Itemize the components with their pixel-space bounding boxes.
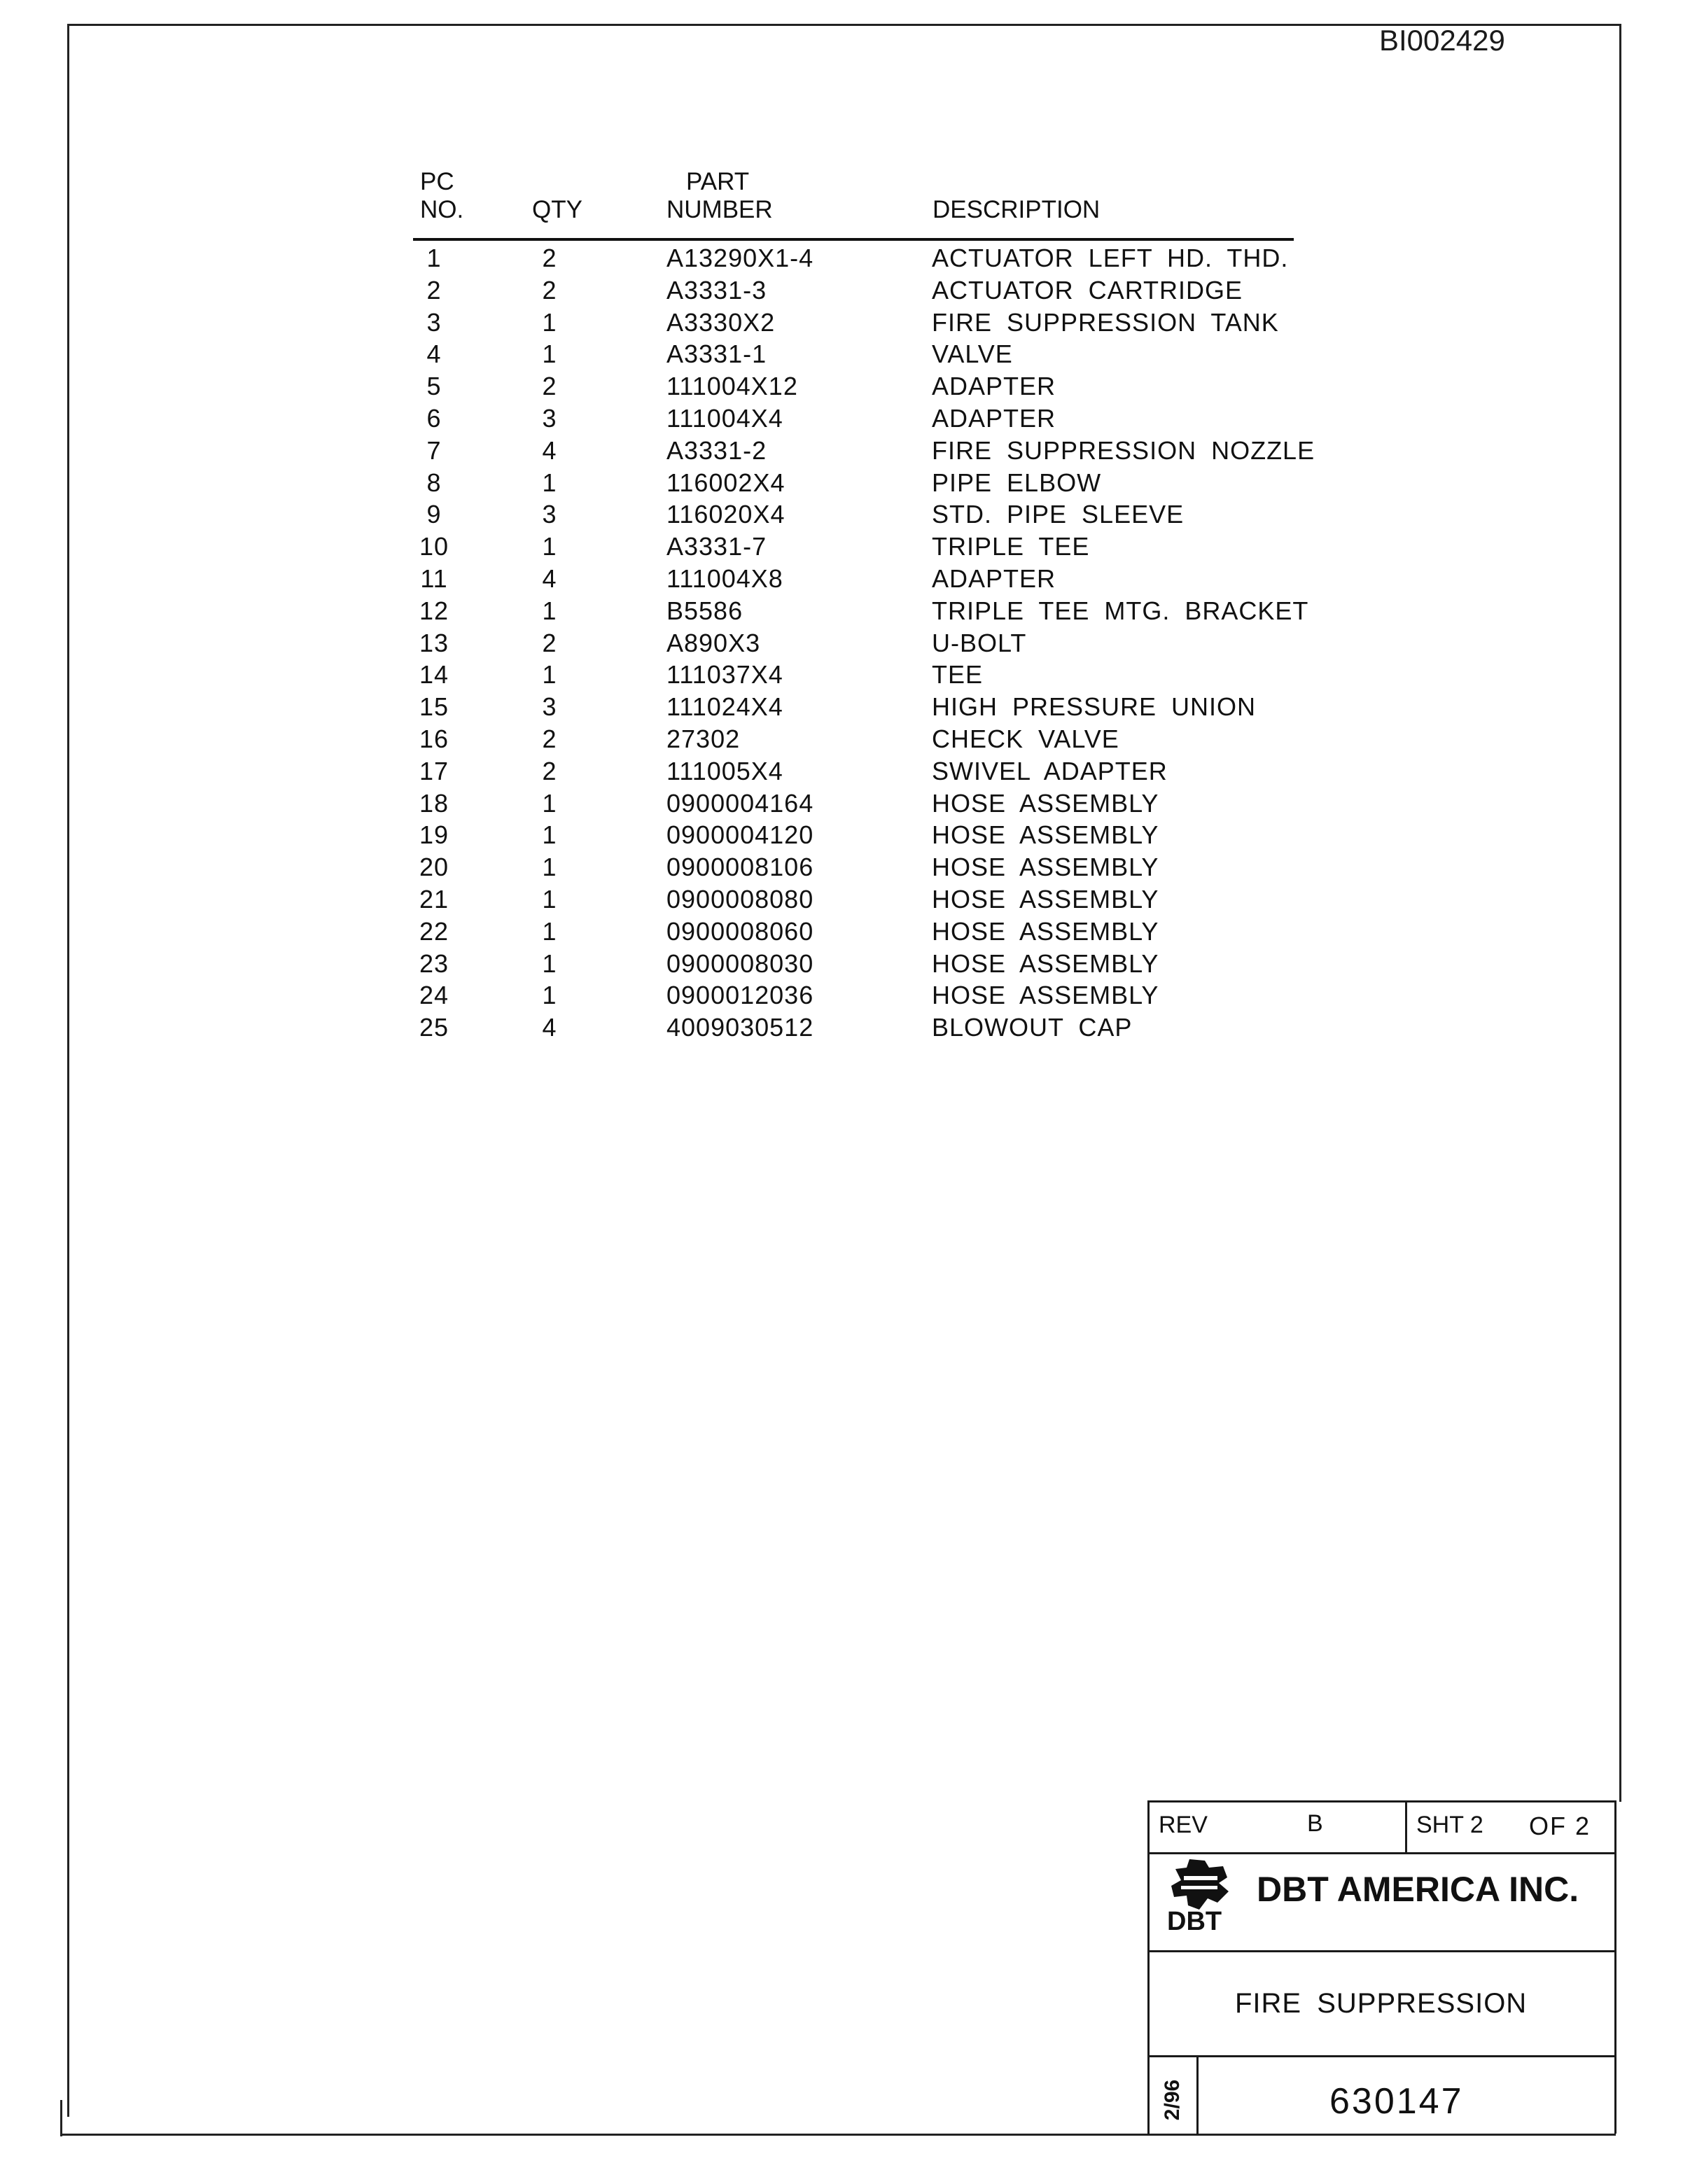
- drawing-title: FIRE SUPPRESSION: [1235, 1988, 1528, 2019]
- table-row: [413, 242, 1295, 274]
- pc-no: 22: [419, 916, 449, 946]
- part-number: A3331-2: [666, 435, 767, 465]
- qty: 1: [542, 307, 557, 337]
- description: TEE: [932, 660, 984, 690]
- pc-no: 20: [419, 853, 449, 882]
- table-row: [413, 979, 1295, 1011]
- sheet-of-label: OF 2: [1529, 1812, 1591, 1840]
- title-block-divider-rev: [1147, 1852, 1616, 1854]
- table-row: [413, 691, 1295, 723]
- description: CHECK VALVE: [932, 724, 1119, 753]
- table-row: [413, 563, 1295, 595]
- table-row: [413, 370, 1295, 402]
- table-row: [413, 1011, 1295, 1044]
- part-number: 116002X4: [666, 468, 785, 497]
- description: HOSE ASSEMBLY: [932, 981, 1159, 1010]
- part-number: 111005X4: [666, 756, 783, 785]
- logo-label: DBT: [1167, 1907, 1222, 1936]
- part-number: 0900008030: [666, 948, 814, 978]
- part-number: 0900008106: [666, 853, 814, 882]
- qty: 4: [542, 435, 557, 465]
- description: ADAPTER: [932, 372, 1056, 401]
- title-block-sheet-divider: [1405, 1800, 1407, 1854]
- table-row: [413, 948, 1295, 980]
- frame-left: [67, 24, 69, 2117]
- pc-no: 7: [426, 435, 442, 465]
- title-block-divider-company: [1147, 1950, 1616, 1952]
- part-number: 111004X12: [666, 372, 798, 401]
- part-number: A13290X1-4: [666, 244, 814, 272]
- header-rule: [413, 238, 1294, 241]
- part-number: 0900004164: [666, 788, 814, 818]
- part-number: A890X3: [666, 628, 761, 657]
- rev-value: B: [1307, 1810, 1323, 1837]
- description: ADAPTER: [932, 564, 1056, 593]
- table-row: [413, 755, 1295, 788]
- header-pc-line1: PC: [420, 168, 454, 195]
- part-number: 27302: [666, 724, 741, 753]
- qty: 2: [542, 372, 557, 401]
- qty: 1: [542, 884, 557, 913]
- title-block: [1147, 1800, 1616, 2135]
- part-number: A3330X2: [666, 307, 776, 337]
- pc-no: 14: [419, 660, 449, 690]
- pc-no: 24: [419, 981, 449, 1010]
- table-row: [413, 467, 1295, 499]
- pc-no: 16: [419, 724, 449, 753]
- description: U-BOLT: [932, 628, 1027, 657]
- table-row: [413, 883, 1295, 916]
- part-number: 116020X4: [666, 500, 785, 529]
- description: PIPE ELBOW: [932, 468, 1102, 497]
- description: HOSE ASSEMBLY: [932, 853, 1159, 882]
- pc-no: 1: [426, 244, 442, 272]
- qty: 1: [542, 468, 557, 497]
- sheet-label: SHT 2: [1416, 1812, 1483, 1838]
- dbt-logo-icon: [1168, 1856, 1231, 1912]
- qty: 1: [542, 981, 557, 1010]
- document-id: BI002429: [1379, 24, 1505, 57]
- pc-no: 17: [419, 756, 449, 785]
- part-number: A3331-3: [666, 275, 767, 304]
- table-row: [413, 819, 1295, 851]
- table-row: [413, 531, 1295, 563]
- company-name: DBT AMERICA INC.: [1257, 1870, 1579, 1909]
- part-number: A3331-1: [666, 340, 767, 369]
- qty: 4: [542, 1013, 557, 1042]
- table-row: [413, 307, 1295, 339]
- qty: 2: [542, 724, 557, 753]
- part-number: 111004X4: [666, 403, 783, 433]
- pc-no: 15: [419, 692, 449, 722]
- qty: 3: [542, 403, 557, 433]
- description: BLOWOUT CAP: [932, 1013, 1133, 1042]
- drawing-number: 630147: [1329, 2081, 1464, 2122]
- qty: 2: [542, 756, 557, 785]
- qty: 1: [542, 916, 557, 946]
- pc-no: 9: [426, 500, 442, 529]
- description: VALVE: [932, 340, 1013, 369]
- pc-no: 12: [419, 596, 449, 625]
- part-number: A3331-7: [666, 532, 767, 561]
- header-description: DESCRIPTION: [933, 196, 1101, 223]
- description: HOSE ASSEMBLY: [932, 948, 1159, 978]
- qty: 1: [542, 532, 557, 561]
- pc-no: 11: [420, 564, 448, 593]
- qty: 1: [542, 948, 557, 978]
- description: ACTUATOR LEFT HD. THD.: [932, 244, 1289, 272]
- table-row: [413, 627, 1295, 659]
- description: HOSE ASSEMBLY: [932, 916, 1159, 946]
- rev-label: REV: [1159, 1812, 1208, 1838]
- qty: 1: [542, 788, 557, 818]
- description: ACTUATOR CARTRIDGE: [932, 275, 1243, 304]
- table-row: [413, 274, 1295, 307]
- pc-no: 23: [419, 948, 449, 978]
- pc-no: 19: [419, 820, 449, 850]
- parts-rows: [413, 242, 1315, 1044]
- title-block-divider-title: [1147, 2055, 1616, 2057]
- header-part-line2: NUMBER: [666, 196, 773, 223]
- table-row: [413, 851, 1295, 883]
- table-row: [413, 723, 1295, 755]
- part-number: 111037X4: [666, 660, 783, 690]
- header-pc-line2: NO.: [420, 196, 464, 223]
- table-row: [413, 402, 1295, 435]
- description: HOSE ASSEMBLY: [932, 788, 1159, 818]
- part-number: 0900008080: [666, 884, 814, 913]
- table-row: [413, 788, 1295, 820]
- pc-no: 5: [426, 372, 442, 401]
- table-row: [413, 916, 1295, 948]
- revision-date: [1150, 2066, 1195, 2134]
- qty: 1: [542, 853, 557, 882]
- frame-right: [1619, 24, 1621, 1802]
- part-number: 111024X4: [666, 692, 783, 722]
- header-qty: QTY: [532, 196, 582, 223]
- description: FIRE SUPPRESSION NOZZLE: [932, 435, 1315, 465]
- qty: 2: [542, 244, 557, 272]
- part-number: 4009030512: [666, 1013, 814, 1042]
- header-pc-no: [420, 168, 463, 224]
- part-number: 111004X8: [666, 564, 783, 593]
- qty: 1: [542, 820, 557, 850]
- table-row: [413, 595, 1309, 627]
- pc-no: 21: [419, 884, 449, 913]
- description: HIGH PRESSURE UNION: [932, 692, 1257, 722]
- table-row: [413, 498, 1295, 531]
- revision-date-text: 2/96: [1161, 2079, 1184, 2121]
- header-part-line1: PART: [686, 168, 750, 195]
- qty: 3: [542, 692, 557, 722]
- pc-no: 10: [419, 532, 449, 561]
- pc-no: 8: [426, 468, 442, 497]
- title-block-left: [1147, 1800, 1150, 2135]
- qty: 3: [542, 500, 557, 529]
- qty: 2: [542, 628, 557, 657]
- pc-no: 2: [426, 275, 442, 304]
- pc-no: 18: [419, 788, 449, 818]
- qty: 4: [542, 564, 557, 593]
- qty: 1: [542, 340, 557, 369]
- description: HOSE ASSEMBLY: [932, 884, 1159, 913]
- qty: 1: [542, 660, 557, 690]
- title-block-date-divider: [1196, 2055, 1199, 2135]
- description: ADAPTER: [932, 403, 1056, 433]
- description: HOSE ASSEMBLY: [932, 820, 1159, 850]
- pc-no: 6: [426, 403, 442, 433]
- pc-no: 13: [419, 628, 449, 657]
- description: SWIVEL ADAPTER: [932, 756, 1168, 785]
- description: FIRE SUPPRESSION TANK: [932, 307, 1279, 337]
- part-number: 0900008060: [666, 916, 814, 946]
- pc-no: 3: [426, 307, 442, 337]
- table-row: [413, 338, 1295, 370]
- table-row: [413, 435, 1315, 467]
- qty: 2: [542, 275, 557, 304]
- table-row: [413, 659, 1295, 691]
- part-number: 0900012036: [666, 981, 814, 1010]
- frame-left-lower: [60, 2100, 62, 2136]
- description: STD. PIPE SLEEVE: [932, 500, 1185, 529]
- description: TRIPLE TEE MTG. BRACKET: [932, 596, 1309, 625]
- description: TRIPLE TEE: [932, 532, 1090, 561]
- qty: 1: [542, 596, 557, 625]
- title-block-top: [1147, 1800, 1616, 1802]
- title-block-right: [1614, 1800, 1616, 2134]
- header-part-number: [666, 168, 773, 224]
- part-number: 0900004120: [666, 820, 814, 850]
- pc-no: 4: [426, 340, 442, 369]
- pc-no: 25: [419, 1013, 449, 1042]
- part-number: B5586: [666, 596, 743, 625]
